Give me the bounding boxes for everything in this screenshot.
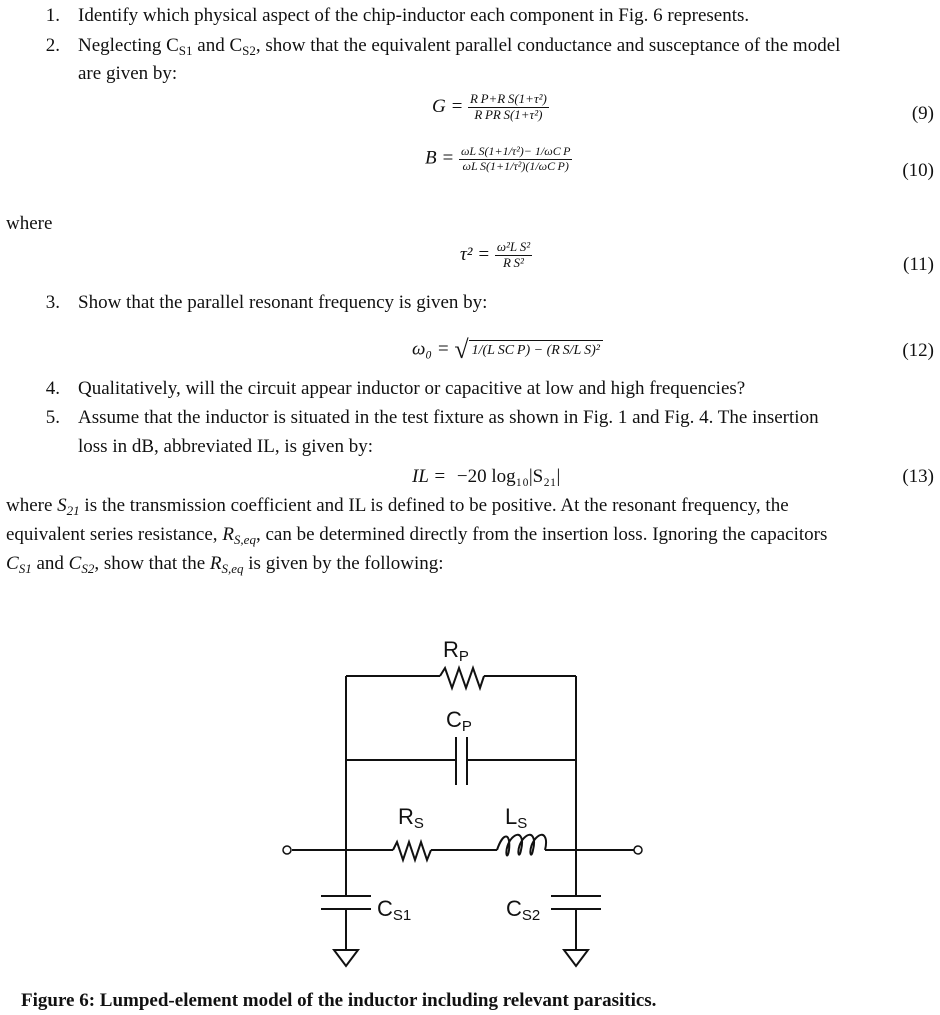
item-1-number: 1. [45, 5, 60, 26]
item-1-text: Identify which physical aspect of the chip-inductor each component in Fig. 6 represents. [78, 5, 750, 26]
figure-caption: Figure 6: Lumped-element model of the inductor including relevant parasitics. [21, 990, 657, 1011]
item-2-text-line2: are given by: [78, 63, 178, 84]
terminal-output-icon [634, 846, 642, 854]
item-3-number: 3. [45, 292, 60, 313]
item-4-number: 4. [45, 378, 60, 399]
circuit-diagram [0, 620, 940, 980]
equation-11-label: (11) [903, 254, 934, 275]
where-label: where [6, 213, 53, 234]
label-cs1: CS1 [377, 896, 412, 924]
terminal-input-icon [283, 846, 291, 854]
label-rs: RS [398, 804, 424, 832]
label-ls: LS [505, 804, 528, 832]
ground-left-icon [334, 950, 358, 966]
inductor-ls [497, 835, 546, 856]
equation-10: B = $\frac{\text{ωL S(1+1/τ²)− 1/ωC P}}{\text{ωL S(1+1/τ²)(1/ωC P)}}$ [425, 144, 571, 173]
item-5-text-line2: loss in dB, abbreviated IL, is given by: [78, 436, 373, 457]
equation-10-label: (10) [902, 160, 934, 181]
equation-13-label: (13) [902, 466, 934, 487]
paragraph-line1: where $S_{21}$ is the transmission coefficient and IL is defined to be positive. At the resonant frequency, the [6, 495, 789, 518]
item-3-text: Show that the parallel resonant frequency is given by: [78, 292, 488, 313]
equation-11: τ² = $\frac{\text{ω²L S²}}{\text{R S²}}$ [460, 239, 531, 270]
equation-13: IL = −20 log₁₀|S₂₁| [412, 466, 561, 487]
resistor-rp [440, 668, 484, 688]
item-5-text-line1: Assume that the inductor is situated in the test fixture as shown in Fig. 1 and Fig. 4. The insertion [78, 407, 819, 428]
item-5-number: 5. [45, 407, 60, 428]
ground-right-icon [564, 950, 588, 966]
equation-9-label: (9) [911, 103, 934, 124]
item-4-text: Qualitatively, will the circuit appear inductor or capacitive at low and high frequencies? [78, 378, 746, 399]
label-cs2: CS2 [506, 896, 541, 924]
label-cp: CP [446, 707, 472, 735]
item-2-text-line1: Neglecting $C_{S1}$ and $C_{S2}$, show that the equivalent parallel conductance and susceptance of the model [78, 35, 841, 58]
paragraph-line2: equivalent series resistance, $R_{S,eq}$, can be determined directly from the insertion loss. Ignoring the capacitors [6, 524, 828, 547]
equation-12: ω₀ = √ 1/(L SC P) − (R S/L S)² [412, 335, 603, 365]
resistor-rs [393, 842, 431, 860]
item-2-number: 2. [45, 35, 60, 56]
paragraph-line3: $C_{S1}$ and $C_{S2}$, show that the $R_{S,eq}$ is given by the following: [6, 553, 444, 576]
label-rp: RP [443, 637, 469, 665]
equation-9: G = $\frac{\text{R P+R S(1+τ²)}}{\text{R PR S(1+τ²)}}$ [432, 91, 547, 122]
equation-12-label: (12) [902, 340, 934, 361]
